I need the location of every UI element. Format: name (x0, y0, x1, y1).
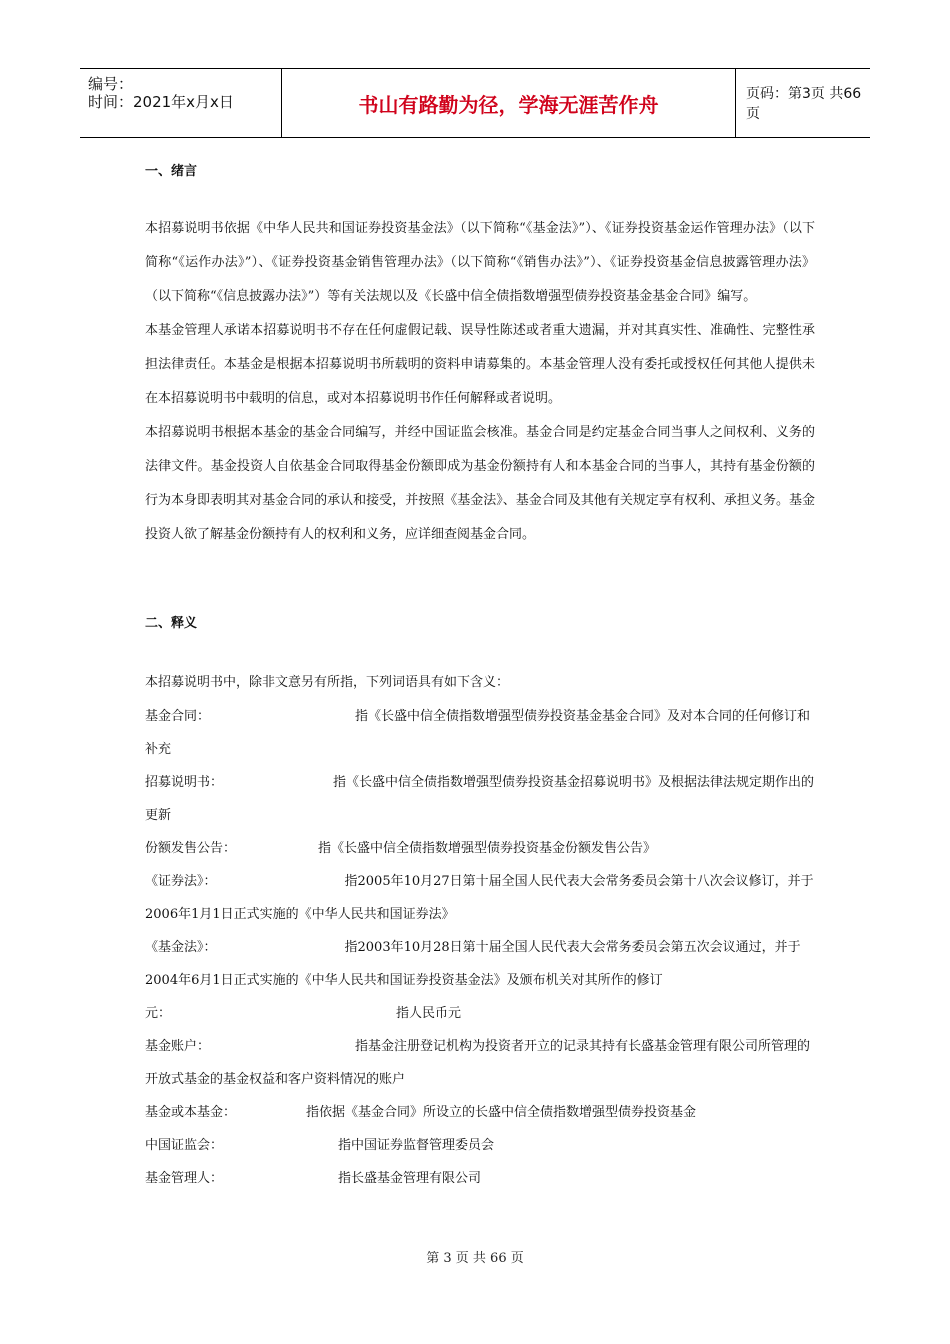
definition-item (145, 766, 815, 832)
document-header (80, 68, 870, 138)
section-title-definitions: 二、释义 (145, 616, 198, 631)
definition-item (145, 997, 815, 1030)
definition-term: 份额发售公告： (145, 841, 237, 856)
definition-term: 中国证监会： (145, 1138, 224, 1153)
definition-term: 《基金法》： (145, 940, 217, 955)
definition-desc: 指《长盛中信全债指数增强型债券投资基金招募说明书》及根据法律法规定期作出的更新 (145, 775, 815, 823)
header-motto: 书山有路勤为径，学海无涯苦作舟 (281, 69, 736, 137)
definition-desc: 指2005年10月27日第十届全国人民代表大会常务委员会第十八次会议修订，并于2006年1月1日正式实施的《中华人民共和国证券法》 (145, 874, 814, 922)
definition-desc: 指基金注册登记机构为投资者开立的记录其持有长盛基金管理有限公司所管理的开放式基金的基金权益和客户资料情况的账户 (145, 1039, 811, 1087)
document-body (145, 160, 815, 1195)
definition-item (145, 700, 815, 766)
definitions-list (145, 666, 815, 1195)
definition-desc: 指长盛基金管理有限公司 (338, 1171, 482, 1186)
definition-item (145, 1129, 815, 1162)
definition-item (145, 1162, 815, 1195)
definition-item (145, 1030, 815, 1096)
definition-desc: 指2003年10月28日第十届全国人民代表大会常务委员会第五次会议通过，并于2004年6月1日正式实施的《中华人民共和国证券投资基金法》及颁布机关对其所作的修订 (145, 940, 801, 988)
number-label: 编号： (88, 75, 134, 93)
definition-term: 《证券法》： (145, 874, 217, 889)
definition-item (145, 1096, 815, 1129)
definition-desc: 指中国证券监督管理委员会 (338, 1138, 495, 1153)
definition-desc: 指人民币元 (396, 1006, 462, 1021)
definition-item (145, 931, 815, 997)
definition-item (145, 865, 815, 931)
page-footer: 第 3 页 共 66 页 (426, 1251, 524, 1266)
definition-desc: 指依据《基金合同》所设立的长盛中信全债指数增强型债券投资基金 (306, 1105, 697, 1120)
definition-item (145, 832, 815, 865)
definition-term: 基金管理人： (145, 1171, 224, 1186)
definition-term: 基金或本基金： (145, 1105, 237, 1120)
paragraph: 本招募说明书根据本基金的基金合同编写，并经中国证监会核准。基金合同是约定基金合同当事人之间权利、义务的法律文件。基金投资人自依基金合同取得基金份额即成为基金份额持有人和本基金合同的当事人，其持有基金份额的行为本身即表明其对基金合同的承认和接受，并按照《基金法》、基金合同及其他有关规定享有权利、承担义务。基金投资人欲了解基金份额持有人的权利和义务，应详细查阅基金合同。 (145, 425, 815, 542)
section-title-intro: 一、绪言 (145, 164, 198, 179)
definition-desc: 指《长盛中信全债指数增强型债券投资基金份额发售公告》 (318, 841, 657, 856)
definition-term: 招募说明书： (145, 775, 224, 790)
paragraph: 本招募说明书依据《中华人民共和国证券投资基金法》（以下简称“《基金法》”）、《证券投资基金运作管理办法》（以下简称“《运作办法》”）、《证券投资基金销售管理办法》（以下简称“《销售办法》”）、《证券投资基金信息披露管理办法》（以下简称“《信息披露办法》”）等有关法规以及《长盛中信全债指数增强型债券投资基金基金合同》编写。 (145, 221, 815, 304)
paragraph: 本基金管理人承诺本招募说明书不存在任何虚假记载、误导性陈述或者重大遗漏，并对其真实性、准确性、完整性承担法律责任。本基金是根据本招募说明书所载明的资料申请募集的。本基金管理人没有委托或授权任何其他人提供未在本招募说明书中载明的信息，或对本招募说明书作任何解释或者说明。 (145, 323, 815, 406)
header-page-info: 页码：第3页 共66页 (746, 86, 862, 122)
definition-term: 基金合同： (145, 709, 211, 724)
header-left-cell (80, 69, 280, 137)
definition-term: 基金账户： (145, 1039, 211, 1054)
date-label: 时间：2021年x月x日 (88, 93, 234, 111)
definitions-intro: 本招募说明书中，除非文意另有所指，下列词语具有如下含义： (145, 675, 510, 690)
definition-desc: 指《长盛中信全债指数增强型债券投资基金基金合同》及对本合同的任何修订和补充 (145, 709, 811, 757)
definition-term: 元： (145, 1006, 172, 1021)
